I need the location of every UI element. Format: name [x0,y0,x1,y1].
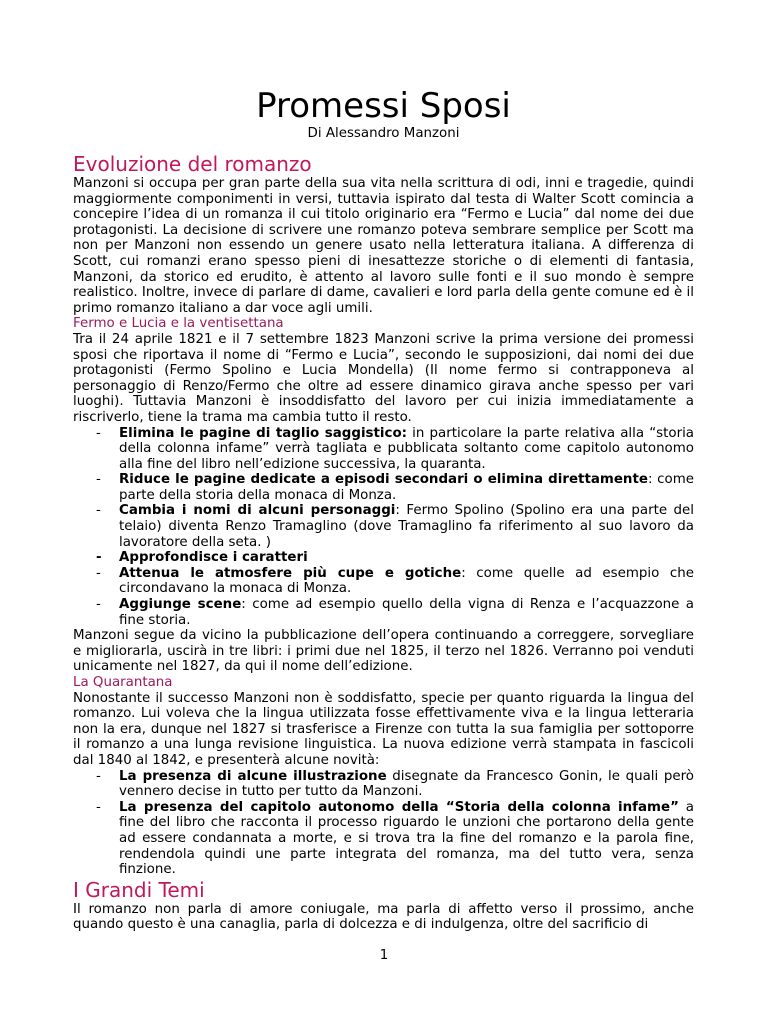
page-content [73,86,694,933]
heading-grandi-temi: I Grandi Temi [73,877,205,902]
list-item-bold: Cambia i nomi di alcuni personaggi [119,503,396,519]
list-item [73,472,694,503]
list-item-text: a fine del libro che racconta il processo riguardo le unzioni che portarono della gente ad essere condannata a morte, e si trova tra la fine del romanzo e la parola fine, rendendola quindi une parte integrata del romanza, ma del tutto vera, senza finzione. [119,799,694,878]
heading-evoluzione: Evoluzione del romanzo [73,152,312,176]
list-item-bold: Aggiunge scene [119,597,242,613]
list-item-bold: La presenza del capitolo autonomo della “Storia della colonna infame” [119,799,679,815]
list-bullet: - [96,472,101,488]
paragraph-grandi-temi: Il romanzo non parla di amore coniugale, ma parla di affetto verso il prossimo, anche quando questo è una canaglia, parla di dolcezza e di indulgenza, oltre del sacrificio di [73,901,694,933]
document-title: Promessi Sposi [256,86,511,126]
list-item-bold: Attenua le atmosfere più cupe e gotiche [119,565,462,581]
list-item [73,769,694,800]
page-number: 1 [379,948,389,963]
paragraph-fermo-outro: Manzoni segue da vicino la pubblicazione dell’opera continuando a correggere, sorvegliare e migliorarla, uscirà in tre libri: i primi due nel 1825, il terzo nel 1826. Verranno poi venduti unicamente nel 1827, da qui il nome dell’edizione. [73,628,694,675]
list-item-bold: Riduce le pagine dedicate a episodi secondari o elimina direttamente [119,472,648,488]
list-item [73,597,694,628]
list-item-text: : come parte della storia della monaca di Monza. [119,472,694,503]
heading-quarantana: La Quarantana [73,675,173,690]
list-item-text: : Fermo Spolino (Spolino era una parte del telaio) diventa Renzo Tramaglino (dove Tramaglino fa riferimento al suo lavoro da lavoratore della seta. ) [119,503,694,550]
list-item [73,426,694,473]
list-item [73,800,694,878]
list-bullet: - [96,768,101,784]
list-bullet: - [96,503,101,519]
list-item-text: disegnate da Francesco Gonin, le quali però vennero decise in tutto per tutto da Manzoni. [119,768,694,800]
list-quarantana-novelties [73,769,694,878]
document-subtitle: Di Alessandro Manzoni [307,126,460,141]
paragraph-evoluzione: Manzoni si occupa per gran parte della sua vita nella scrittura di odi, inni e tragedie, quindi maggiormente componimenti in versi, tuttavia ispirato dal testa di Walter Scott comincia a concepire l’idea di un romanza il cui titolo originario era “Fermo e Lucia” dal nome dei due protagonisti. La decisione di scrivere une romanzo poteva sembrare semplice per Scott ma non per Manzoni non essendo un genere usato nella letteratura italiana. A differenza di Scott, cui romanzi erano spesso pieni di inesattezze storiche o di elementi di fantasia, Manzoni, da storico ed erudito, è attento al lavoro sulle fonti e il suo mondo è sempre realistico. Inoltre, invece di parlare di dame, cavalieri e lord parla della gente comune ed è il primo romanzo italiano a dar voce agli umili. [73,176,694,316]
list-item-text: : come quelle ad esempio che circondavano la monaca di Monza. [119,565,694,597]
list-bullet: - [96,550,102,566]
list-item [73,550,694,566]
list-item [73,503,694,550]
list-item-text: in particolare la parte relativa alla “storia della colonna infame” verrà tagliata e pubblicata soltanto come capitolo autonomo alla fine del libro nell’edizione successiva, la quaranta. [119,425,694,472]
heading-fermo-e-lucia: Fermo e Lucia e la ventisettana [73,316,284,332]
list-item-bold: Elimina le pagine di taglio saggistico: [119,425,408,441]
list-bullet: - [96,799,101,815]
paragraph-quarantana-intro: Nonostante il successo Manzoni non è soddisfatto, specie per quanto riguarda la lingua del romanzo. Lui voleva che la lingua utilizzata fosse effettivamente viva e la lingua letteraria non la era, dunque nel 1827 si trasferisce a Firenze con tutta la sua famiglia per sottoporre il romanzo a una lunga revisione linguistica. La nuova edizione verrà stampata in fascicoli dal 1840 al 1842, e presenterà alcune novità: [73,690,694,768]
paragraph-fermo-intro: Tra il 24 aprile 1821 e il 7 settembre 1823 Manzoni scrive la prima versione dei promessi sposi che riportava il nome di “Fermo e Lucia”, secondo le supposizioni, dai nomi dei due protagonisti (Fermo Spolino e Lucia Mondella) (Il nome fermo si contrapponeva al personaggio di Renzo/Fermo che oltre ad essere dinamico girava anche spesso per vari luoghi). Tuttavia Manzoni è insoddisfatto del lavoro per cui inizia immediatamente a riscriverlo, tiene la trama ma cambia tutto il resto. [73,331,694,425]
list-item-bold: La presenza di alcune illustrazione [119,768,387,784]
list-item-text: : come ad esempio quello della vigna di Renza e l’acquazzone a fine storia. [119,597,695,628]
list-item [73,566,694,597]
list-bullet: - [96,565,101,581]
list-fermo-changes [73,426,694,629]
list-bullet: - [96,425,101,441]
list-bullet: - [96,597,101,613]
list-item-bold: Approfondisce i caratteri [119,550,308,566]
